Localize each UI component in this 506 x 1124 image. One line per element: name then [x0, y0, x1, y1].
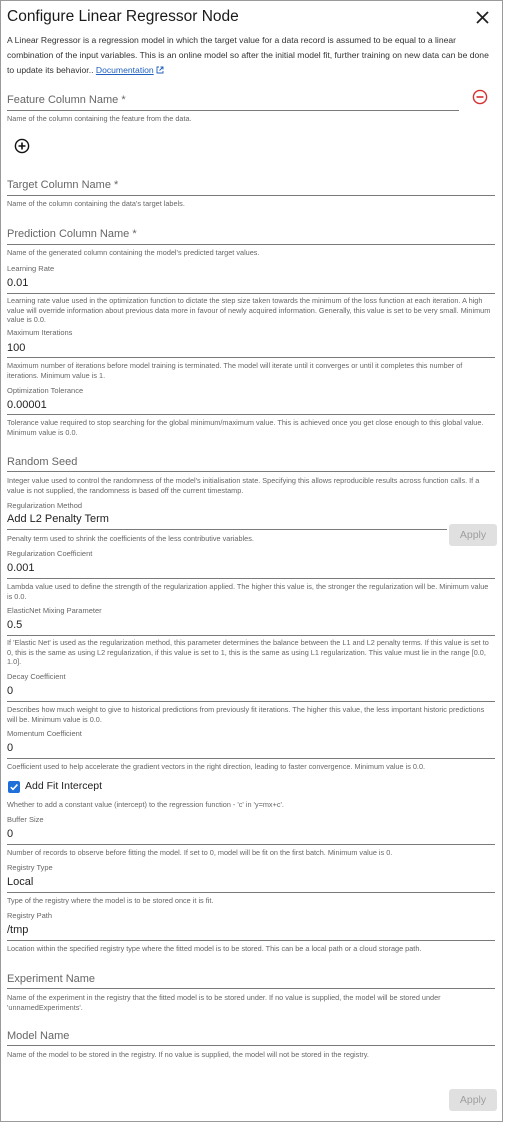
- prediction-column-help: Name of the generated column containing the model's predicted target values.: [7, 248, 260, 257]
- feature-column-input[interactable]: Feature Column Name *: [7, 91, 459, 113]
- decay-coefficient-help: Describes how much weight to give to historical predictions from previously fit iterations. The higher this value, the less important historic predictions will be. Minimum value is 0.0.: [7, 705, 485, 724]
- fit-intercept-label[interactable]: Add Fit Intercept: [25, 780, 103, 792]
- optimization-tolerance-input[interactable]: Optimization Tolerance 0.00001: [7, 386, 495, 416]
- target-column-help: Name of the column containing the data's target labels.: [7, 199, 185, 208]
- decay-coefficient-input[interactable]: Decay Coefficient 0: [7, 672, 495, 702]
- regularization-coefficient-input[interactable]: Regularization Coefficient 0.001: [7, 549, 495, 579]
- momentum-coefficient-input[interactable]: Momentum Coefficient 0: [7, 729, 495, 759]
- momentum-coefficient-help: Coefficient used to help accelerate the gradient vectors in the right direction, leading to faster convergence. Minimum value is 0.0.: [7, 762, 426, 771]
- experiment-name-input[interactable]: Experiment Name: [7, 970, 495, 992]
- remove-circle-icon: [472, 89, 488, 105]
- model-name-help: Name of the model to be stored in the registry. If no value is supplied, the model will not be stored in the registry.: [7, 1050, 369, 1059]
- experiment-name-help: Name of the experiment in the registry that the fitted model is to be stored under. If no value is supplied, the model will be stored under 'unnamedExperiments'.: [7, 993, 441, 1012]
- regularization-method-select[interactable]: Regularization Method Add L2 Penalty Term: [7, 501, 447, 531]
- learning-rate-input[interactable]: Learning Rate 0.01: [7, 264, 495, 294]
- optimization-tolerance-help: Tolerance value required to stop searching for the global minimum/maximum value. This is achieved once you get close enough to this global value. Minimum value is 0.0.: [7, 418, 484, 437]
- documentation-link[interactable]: Documentation: [95, 65, 154, 75]
- buffer-size-help: Number of records to observe before fitting the model. If set to 0, model will be fit on the first batch. Minimum value is 0.: [7, 848, 393, 857]
- max-iterations-help: Maximum number of iterations before model training is terminated. The model will iterate until it converges or until it completes this number of iterations. Minimum value is 1.: [7, 361, 463, 380]
- close-icon: [476, 11, 489, 24]
- registry-type-help: Type of the registry where the model is to be stored once it is fit.: [7, 896, 214, 905]
- registry-type-select[interactable]: Registry Type Local: [7, 863, 495, 893]
- target-column-input[interactable]: Target Column Name *: [7, 176, 495, 198]
- fit-intercept-help: Whether to add a constant value (intercept) to the regression function - 'c' in 'y=mx+c'.: [7, 800, 284, 809]
- checkmark-icon: [9, 782, 19, 792]
- fit-intercept-checkbox[interactable]: [8, 781, 20, 793]
- dialog-header: [7, 7, 496, 29]
- apply-regularization-button[interactable]: Apply: [449, 524, 497, 546]
- apply-button[interactable]: Apply: [449, 1089, 497, 1111]
- random-seed-help: Integer value used to control the randomness of the model's initialisation state. Specifying this allows reproducible results across function calls. If a value is not supplied, the randomness is based off the current timestamp.: [7, 476, 480, 495]
- elasticnet-mixing-input[interactable]: ElasticNet Mixing Parameter 0.5: [7, 606, 495, 636]
- add-feature-button[interactable]: [14, 138, 30, 154]
- add-circle-icon: [14, 138, 30, 154]
- close-button[interactable]: [472, 7, 492, 27]
- remove-feature-button[interactable]: [472, 89, 488, 105]
- elasticnet-mixing-help: If 'Elastic Net' is used as the regularization method, this parameter determines the balance between the L1 and L2 penalty terms. If this value is set to 0, this is the same as using L2 regularization, if this value is set to 1, this is the same as using L1 regularization. This value must lie in the range [0.0, 1.0].: [7, 638, 489, 666]
- feature-column-help: Name of the column containing the feature from the data.: [7, 114, 192, 123]
- learning-rate-help: Learning rate value used in the optimization function to dictate the step size taken towards the minimum of the loss function at each iteration. A high value will override information about previous data more in favour of newly acquired information. Generally, this value is set to be very small. Minimum value is 0.0.: [7, 296, 491, 324]
- regularization-method-help: Penalty term used to shrink the coefficients of the less contributive variables.: [7, 534, 254, 543]
- dialog-title: Configure Linear Regressor Node: [7, 8, 239, 25]
- external-link-icon: [156, 66, 164, 74]
- dialog-description: [7, 33, 497, 78]
- prediction-column-input[interactable]: Prediction Column Name *: [7, 225, 495, 247]
- model-name-input[interactable]: Model Name: [7, 1027, 495, 1049]
- description-text: A Linear Regressor is a regression model in which the target value for a data record is assumed to be equal to a linear combination of the input variables. This is an online model so after the initial model fit, further training on new data can be done to update its behavior..: [7, 35, 489, 75]
- registry-path-input[interactable]: Registry Path /tmp: [7, 911, 495, 941]
- max-iterations-input[interactable]: Maximum Iterations 100: [7, 328, 495, 358]
- registry-path-help: Location within the specified registry type where the fitted model is to be stored. This can be a local path or a cloud storage path.: [7, 944, 422, 953]
- buffer-size-input[interactable]: Buffer Size 0: [7, 815, 495, 845]
- regularization-coefficient-help: Lambda value used to define the strength of the regularization applied. The higher this value is, the stronger the regularization will be. Minimum value is 0.0.: [7, 582, 489, 601]
- random-seed-input[interactable]: Random Seed: [7, 453, 495, 475]
